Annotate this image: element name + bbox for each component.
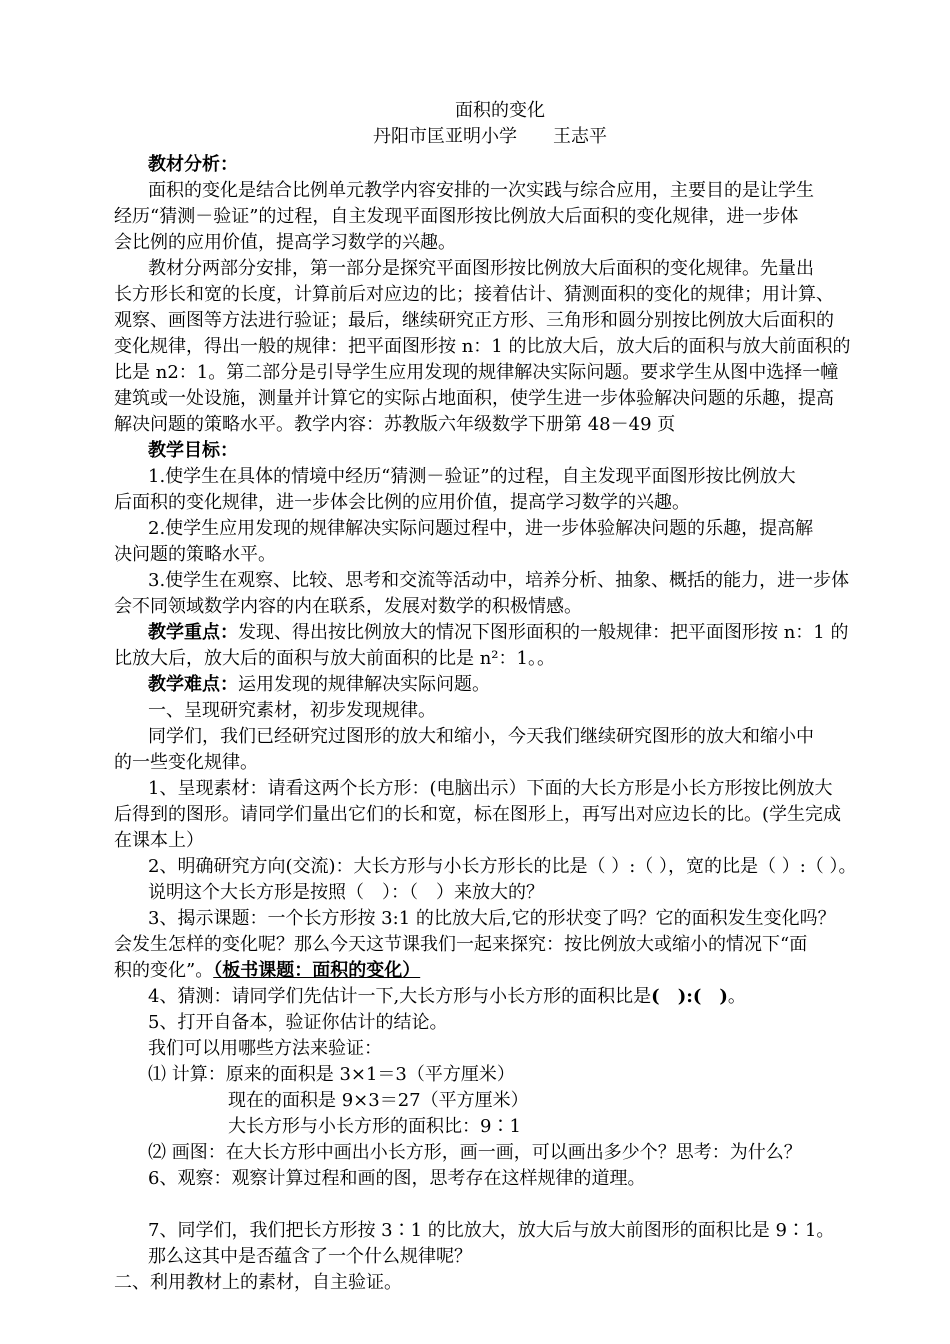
text-line (114, 828, 204, 854)
text-line (228, 1088, 529, 1114)
line-text: 长方形长和宽的长度，计算前后对应边的比；接着估计、猜测面积的变化的规律；用计算、 (114, 284, 834, 305)
line-text: 我们可以用哪些方法来验证： (148, 1038, 382, 1059)
text-line (148, 438, 238, 464)
section-heading: 教学难点： (148, 674, 238, 695)
text-line (148, 152, 238, 178)
punctuation: 。 (727, 986, 746, 1007)
text-line (148, 1062, 515, 1088)
line-text: 1.使学生在具体的情境中经历“猜测－验证”的过程，自主发现平面图形按比例放大 (148, 466, 796, 487)
text-line (114, 542, 276, 568)
text-line (148, 906, 836, 932)
line-text: 面积的变化是结合比例单元教学内容安排的一次实践与综合应用，主要目的是让学生 (148, 180, 814, 201)
line-text: 说明这个大长方形是按照（ ）：（ ）来放大的？ (148, 882, 544, 903)
text-line (148, 256, 814, 282)
line-text: 后面积的变化规律，进一步体会比例的应用价值，提高学习数学的兴趣。 (114, 492, 690, 513)
line-text: 积的变化”。 (114, 960, 214, 981)
line-text: 现在的面积是 9×3＝27（平方厘米） (228, 1090, 529, 1111)
text-line (148, 698, 436, 724)
line-text: 2.使学生应用发现的规律解决实际问题过程中，进一步体验解决问题的乐趣，提高解 (148, 518, 814, 539)
text-line (114, 360, 838, 386)
line-text: 1、呈现素材：请看这两个长方形：(电脑出示）下面的大长方形是小长方形按比例放大 (148, 778, 833, 799)
line-text: 在课本上） (114, 830, 204, 851)
text-line (114, 386, 834, 412)
text-line (148, 724, 814, 750)
text-line (114, 308, 834, 334)
doc-author: 丹阳市匡亚明小学 王志平 (373, 126, 607, 147)
line-text: 运用发现的规律解决实际问题。 (238, 674, 490, 695)
emphasis-text: ( ):( ) (651, 986, 728, 1007)
text-line (148, 178, 814, 204)
line-text: 教材分两部分安排，第一部分是探究平面图形按比例放大后面积的变化规律。先量出 (148, 258, 814, 279)
text-line (148, 776, 832, 802)
line-text: 的一些变化规律。 (114, 752, 258, 773)
line-text: 二、利用教材上的素材，自主验证。 (114, 1272, 402, 1293)
text-line (148, 1140, 802, 1166)
text-line (114, 490, 690, 516)
line-text: 比放大后，放大后的面积与放大前面积的比是 n²：1。。 (114, 648, 555, 669)
emphasis-text: （板书课题：面积的变化） (213, 960, 421, 981)
line-text: 决问题的策略水平。 (114, 544, 276, 565)
line-text: 后得到的图形。请同学们量出它们的长和宽，标在图形上，再写出对应边长的比。(学生完成 (114, 804, 842, 825)
text-line (114, 932, 807, 958)
line-text: 观察、画图等方法进行验证；最后，继续研究正方形、三角形和圆分别按比例放大后面积的 (114, 310, 834, 331)
line-text: 比是 n2：1。第二部分是引导学生应用发现的规律解决实际问题。要求学生从图中选择一幢 (114, 362, 839, 383)
text-line (114, 412, 675, 438)
text-line (114, 282, 834, 308)
text-line (114, 958, 420, 984)
line-text: 会发生怎样的变化呢？那么今天这节课我们一起来探究：按比例放大或缩小的情况下“面 (114, 934, 808, 955)
text-line (114, 1270, 402, 1296)
text-line (148, 1218, 834, 1244)
line-text: 教材分析： (148, 154, 238, 175)
line-text: 2、明确研究方向(交流)：大长方形与小长方形长的比是（ ）:（ ），宽的比是（ ）:（ ）。 (148, 856, 857, 877)
line-text: 会不同领域数学内容的内在联系，发展对数学的积极情感。 (114, 596, 582, 617)
line-text: 3.使学生在观察、比较、思考和交流等活动中，培养分析、抽象、概括的能力，进一步体 (148, 570, 850, 591)
doc-title: 面积的变化 (455, 100, 545, 121)
text-line (148, 568, 849, 594)
line-text: 一、呈现研究素材，初步发现规律。 (148, 700, 436, 721)
text-line (114, 646, 555, 672)
section-heading: 教学重点： (148, 622, 238, 643)
line-text: ⑴ 计算：原来的面积是 3×1＝3（平方厘米） (148, 1064, 515, 1085)
text-line (148, 880, 544, 906)
text-line (114, 802, 841, 828)
text-line (148, 854, 857, 880)
line-text: 7、同学们，我们把长方形按 3∶1 的比放大，放大后与放大前图形的面积比是 9∶1。 (148, 1220, 835, 1241)
text-line (148, 1036, 382, 1062)
line-text: 经历“猜测－验证”的过程，自主发现平面图形按比例放大后面积的变化规律，进一步体 (114, 206, 799, 227)
text-line (114, 204, 798, 230)
line-text: ⑵ 画图：在大长方形中画出小长方形，画一画，可以画出多少个？思考：为什么？ (148, 1142, 802, 1163)
text-line (148, 672, 490, 698)
text-line (114, 230, 456, 256)
line-text: 3、揭示课题：一个长方形按 3:1 的比放大后,它的形状变了吗？它的面积发生变化吗？ (148, 908, 836, 929)
line-text: 6、观察：观察计算过程和画的图，思考存在这样规律的道理。 (148, 1168, 646, 1189)
line-text: 建筑或一处设施，测量并计算它的实际占地面积，使学生进一步体验解决问题的乐趣，提高 (114, 388, 834, 409)
line-text: 解决问题的策略水平。教学内容：苏教版六年级数学下册第 48－49 页 (114, 414, 676, 435)
line-text: 5、打开自备本，验证你估计的结论。 (148, 1012, 448, 1033)
text-line (148, 1244, 472, 1270)
line-text: 会比例的应用价值，提高学习数学的兴趣。 (114, 232, 456, 253)
text-line (114, 594, 582, 620)
text-line (148, 1166, 645, 1192)
text-line (114, 334, 850, 360)
line-text: 发现、得出按比例放大的情况下图形面积的一般规律：把平面图形按 n：1 的 (238, 622, 849, 643)
text-line (114, 750, 258, 776)
text-line (148, 984, 746, 1010)
text-line (148, 464, 796, 490)
text-line (148, 1010, 447, 1036)
text-line (148, 516, 813, 542)
text-line (228, 1114, 521, 1140)
line-text: 那么这其中是否蕴含了一个什么规律呢？ (148, 1246, 472, 1267)
line-text: 大长方形与小长方形的面积比：9∶1 (228, 1116, 521, 1137)
line-text: 同学们，我们已经研究过图形的放大和缩小，今天我们继续研究图形的放大和缩小中 (148, 726, 814, 747)
line-text: 教学目标： (148, 440, 238, 461)
line-text: 4、猜测：请同学们先估计一下,大长方形与小长方形的面积比是 (148, 986, 652, 1007)
text-line (148, 620, 849, 646)
line-text: 变化规律，得出一般的规律：把平面图形按 n：1 的比放大后，放大后的面积与放大前面积的 (114, 336, 851, 357)
